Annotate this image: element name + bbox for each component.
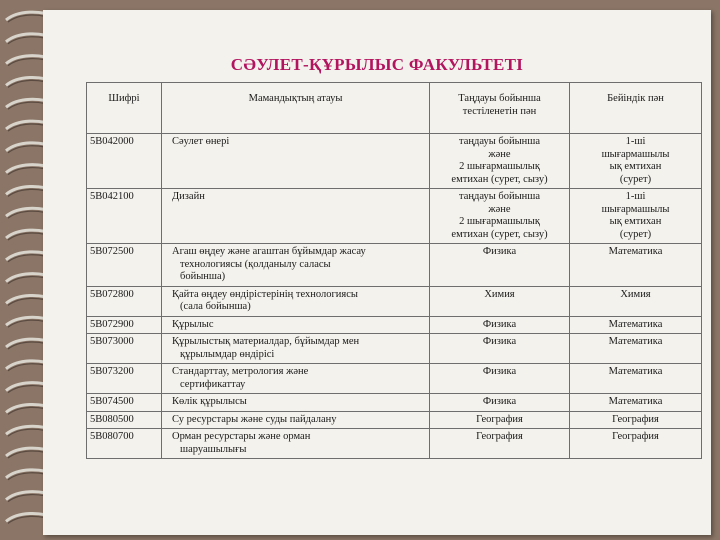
cell-test-subject-line: Химия <box>484 288 515 300</box>
cell-test-subject-line: және <box>488 148 511 160</box>
cell-code: 5B072900 <box>87 316 162 334</box>
header-test-subject: Таңдауы бойынша тестіленетін пән <box>430 83 570 134</box>
cell-test-subject-line: емтихан (сурет, сызу) <box>451 173 548 185</box>
header-code: Шифрі <box>87 83 162 134</box>
cell-profile-subject <box>570 244 702 287</box>
cell-specialty-name-line: технологиясы (қолданылу саласы <box>180 258 331 270</box>
cell-profile-subject-line: ық емтихан <box>609 216 662 227</box>
cell-specialty-name-line: Су ресурстары және суды пайдалану <box>172 413 337 425</box>
cell-test-subject <box>430 134 570 189</box>
cell-specialty-name-line: шаруашылығы <box>180 443 247 455</box>
table-row <box>87 244 702 287</box>
cell-test-subject <box>430 244 570 287</box>
cell-test-subject-line: таңдауы бойынша <box>458 191 541 202</box>
table-row <box>87 364 702 394</box>
cell-test-subject <box>430 394 570 412</box>
cell-specialty-name-line: Көлік құрылысы <box>172 396 247 407</box>
cell-specialty-name-line: Сәулет өнері <box>172 136 230 147</box>
cell-profile-subject <box>570 334 702 364</box>
cell-test-subject-line: Физика <box>482 246 517 257</box>
cell-profile-subject-line: (сурет) <box>619 228 652 240</box>
cell-profile-subject <box>570 286 702 316</box>
cell-specialty-name <box>162 244 430 287</box>
cell-profile-subject-line: Математика <box>608 366 663 377</box>
cell-specialty-name-line: Дизайн <box>172 191 205 202</box>
cell-specialty-name-line: Құрылыс <box>172 318 214 330</box>
cell-profile-subject-line: (сурет) <box>619 173 652 185</box>
cell-specialty-name <box>162 316 430 334</box>
cell-test-subject-line: емтихан (сурет, сызу) <box>451 228 548 240</box>
cell-test-subject-line: География <box>476 413 523 425</box>
cell-test-subject-line: Физика <box>482 366 517 377</box>
table-row <box>87 411 702 429</box>
cell-test-subject <box>430 429 570 459</box>
cell-code: 5B080500 <box>87 411 162 429</box>
table-row <box>87 394 702 412</box>
cell-profile-subject-line: Химия <box>620 288 651 300</box>
cell-profile-subject <box>570 411 702 429</box>
cell-test-subject-line: таңдауы бойынша <box>458 136 541 147</box>
cell-profile-subject <box>570 316 702 334</box>
cell-test-subject-line: География <box>476 431 523 442</box>
cell-profile-subject-line: География <box>612 413 659 425</box>
cell-specialty-name-line: құрылымдар өндірісі <box>180 348 275 360</box>
cell-test-subject-line: 2 шығармашылық <box>459 216 540 227</box>
cell-profile-subject <box>570 429 702 459</box>
header-profile-subject: Бейіндік пән <box>570 83 702 134</box>
header-specialty-name: Мамандықтың атауы <box>162 83 430 134</box>
cell-profile-subject-line: шығармашылы <box>601 148 670 160</box>
page-title: СӘУЛЕТ-ҚҰРЫЛЫС ФАКУЛЬТЕТІ <box>230 55 524 74</box>
cell-specialty-name <box>162 429 430 459</box>
cell-test-subject <box>430 364 570 394</box>
cell-profile-subject-line: Математика <box>608 246 663 257</box>
table-row <box>87 286 702 316</box>
cell-profile-subject <box>570 134 702 189</box>
cell-specialty-name-line: Орман ресурстары және орман <box>172 431 311 442</box>
cell-specialty-name <box>162 286 430 316</box>
table-row <box>87 429 702 459</box>
cell-test-subject <box>430 316 570 334</box>
cell-profile-subject-line: 1-ші <box>625 191 646 202</box>
cell-code: 5B074500 <box>87 394 162 412</box>
cell-test-subject <box>430 189 570 244</box>
table-row <box>87 334 702 364</box>
cell-test-subject-line: 2 шығармашылық <box>459 161 540 172</box>
cell-specialty-name <box>162 411 430 429</box>
cell-profile-subject-line: Математика <box>608 396 663 407</box>
cell-specialty-name-line: Агаш өңдеу және агаштан бұйымдар жасау <box>172 246 366 257</box>
cell-test-subject-line: және <box>488 203 511 215</box>
cell-code: 5B080700 <box>87 429 162 459</box>
cell-profile-subject-line: Математика <box>608 336 663 347</box>
cell-profile-subject-line: ық емтихан <box>609 161 662 172</box>
table-row <box>87 189 702 244</box>
cell-code: 5B042000 <box>87 134 162 189</box>
cell-profile-subject-line: География <box>612 431 659 442</box>
cell-specialty-name <box>162 364 430 394</box>
cell-profile-subject-line: Математика <box>608 318 663 330</box>
specialties-table <box>86 82 702 459</box>
cell-profile-subject <box>570 364 702 394</box>
cell-specialty-name-line: сертификаттау <box>180 378 246 390</box>
cell-code: 5B073200 <box>87 364 162 394</box>
cell-test-subject <box>430 411 570 429</box>
cell-profile-subject <box>570 189 702 244</box>
cell-code: 5B042100 <box>87 189 162 244</box>
cell-test-subject-line: Физика <box>482 318 517 330</box>
cell-specialty-name-line: Құрылыстық материалдар, бұйымдар мен <box>172 336 360 347</box>
table-row <box>87 316 702 334</box>
cell-profile-subject-line: 1-ші <box>625 136 646 147</box>
cell-test-subject <box>430 334 570 364</box>
cell-code: 5B072500 <box>87 244 162 287</box>
cell-code: 5B072800 <box>87 286 162 316</box>
cell-specialty-name <box>162 394 430 412</box>
cell-specialty-name-line: Стандарттау, метрология және <box>172 366 309 377</box>
cell-specialty-name-line: Қайта өңдеу өндірістерінің технологиясы <box>172 288 358 300</box>
cell-specialty-name-line: бойынша) <box>180 271 226 282</box>
cell-profile-subject <box>570 394 702 412</box>
cell-specialty-name <box>162 334 430 364</box>
table-row <box>87 134 702 189</box>
cell-test-subject-line: Физика <box>482 336 517 347</box>
cell-test-subject <box>430 286 570 316</box>
cell-test-subject-line: Физика <box>482 396 517 407</box>
cell-specialty-name-line: (сала бойынша) <box>180 301 251 312</box>
cell-specialty-name <box>162 134 430 189</box>
cell-code: 5B073000 <box>87 334 162 364</box>
cell-specialty-name <box>162 189 430 244</box>
cell-profile-subject-line: шығармашылы <box>601 203 670 215</box>
table-header-row <box>87 83 702 134</box>
